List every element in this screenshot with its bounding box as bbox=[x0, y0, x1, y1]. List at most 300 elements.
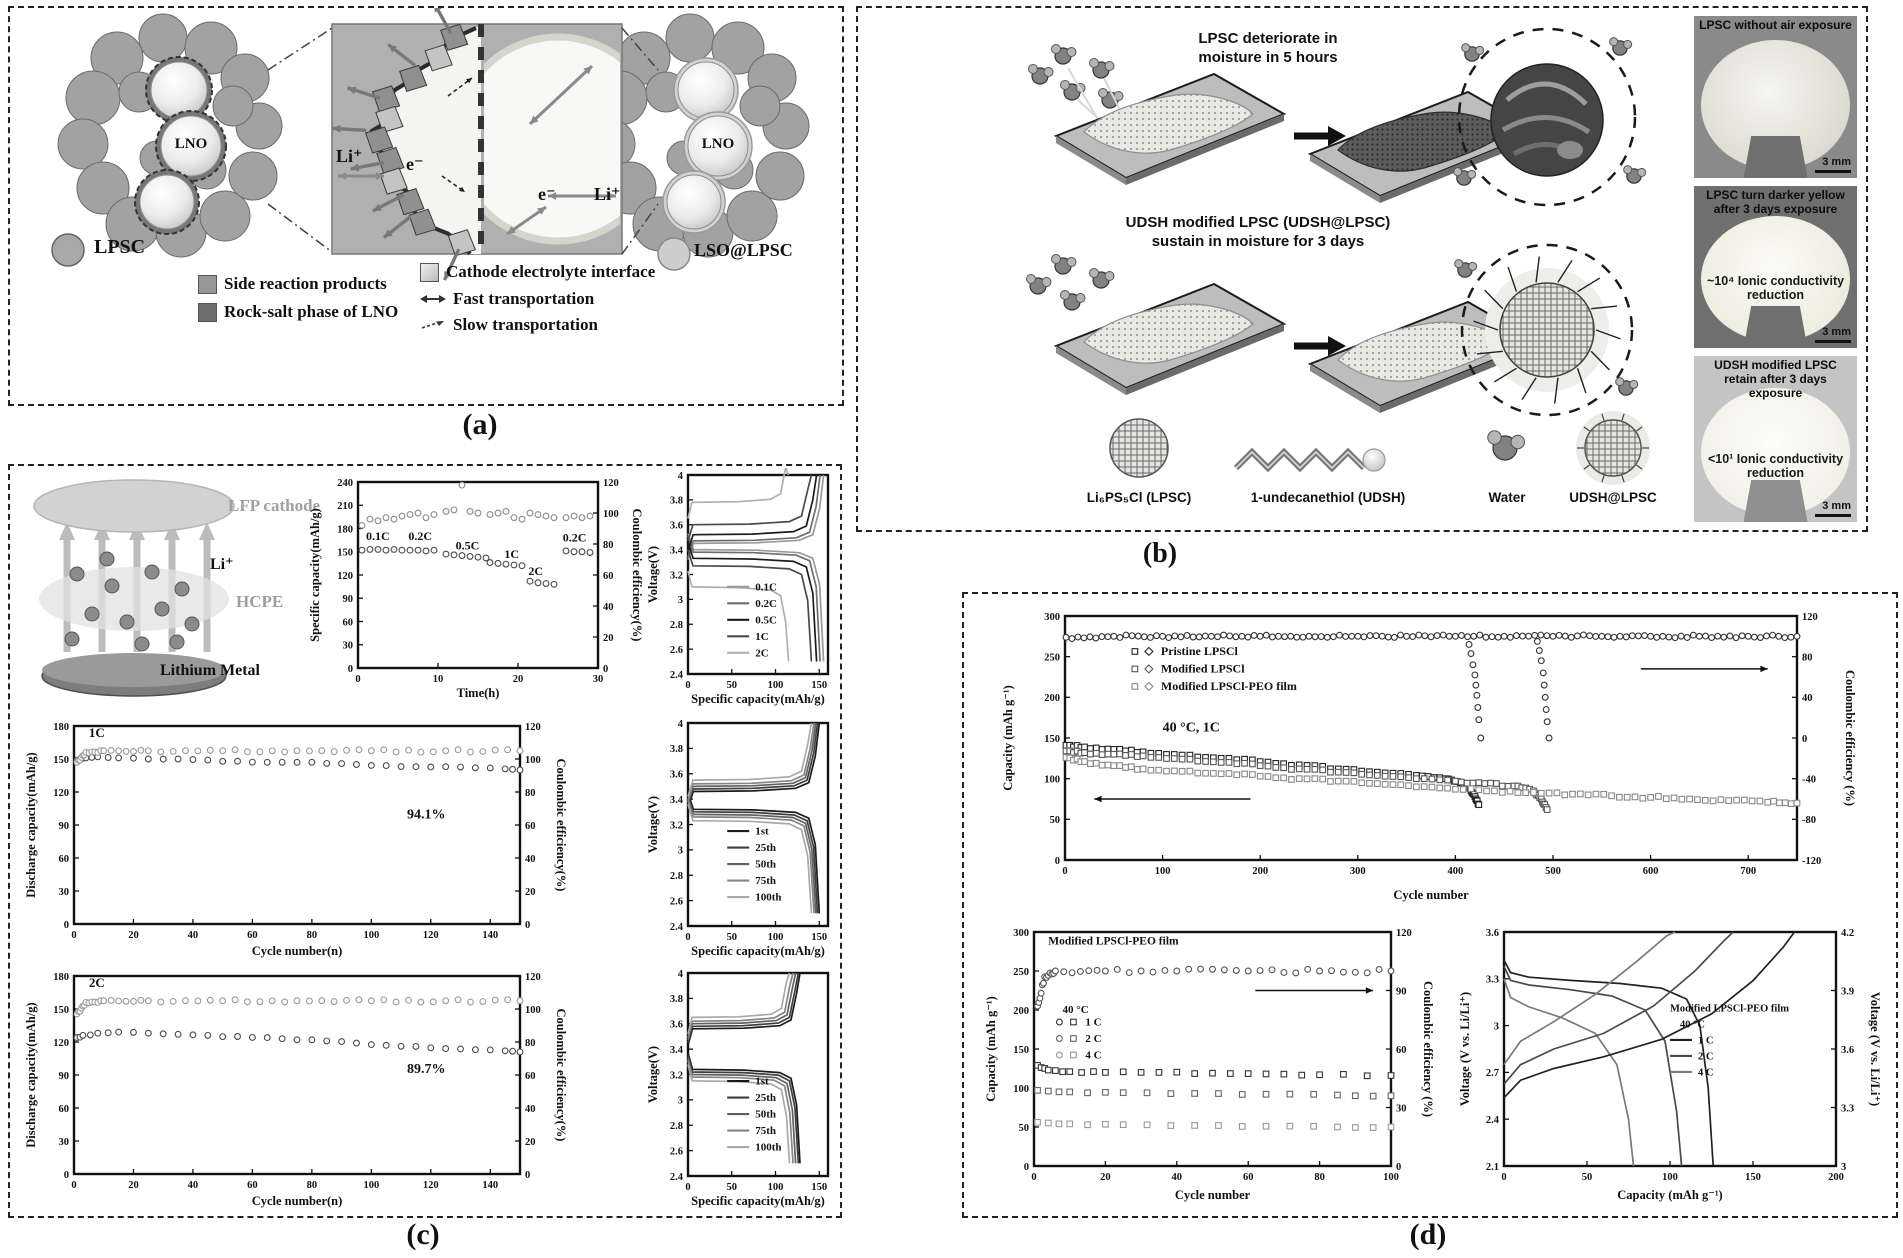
svg-text:Time(h): Time(h) bbox=[456, 686, 500, 700]
d-main-svg bbox=[999, 606, 1859, 906]
svg-text:10: 10 bbox=[432, 674, 444, 685]
svg-text:Coulombic efficiency(%): Coulombic efficiency(%) bbox=[630, 508, 644, 642]
svg-text:150: 150 bbox=[53, 754, 69, 766]
svg-text:150: 150 bbox=[811, 1182, 828, 1193]
svg-text:100: 100 bbox=[525, 1004, 541, 1016]
svg-text:4.2: 4.2 bbox=[1841, 927, 1855, 939]
svg-text:Coulombic efficiency (%): Coulombic efficiency (%) bbox=[1843, 669, 1857, 807]
svg-text:80: 80 bbox=[1802, 652, 1813, 664]
svg-text:Specific capacity(mAh/g): Specific capacity(mAh/g) bbox=[691, 944, 825, 958]
photo-caption: UDSH modified LPSC retain after 3 days exposure bbox=[1714, 358, 1837, 400]
axes bbox=[646, 969, 828, 1208]
panel-a bbox=[8, 6, 844, 406]
svg-text:3.4: 3.4 bbox=[669, 545, 683, 557]
svg-text:0: 0 bbox=[63, 1169, 69, 1181]
svg-text:50: 50 bbox=[726, 680, 737, 691]
panel-b bbox=[856, 6, 1868, 532]
svg-text:50th: 50th bbox=[755, 858, 776, 871]
water-molecule bbox=[1090, 59, 1115, 79]
cei-swatch bbox=[420, 263, 439, 282]
arrow bbox=[1094, 796, 1250, 803]
caption-udsh-sustain bbox=[1113, 214, 1403, 252]
lno-label-left: LNO bbox=[174, 136, 208, 152]
svg-text:2.4: 2.4 bbox=[669, 1171, 683, 1183]
series-capacity-4c bbox=[1035, 1120, 1394, 1131]
svg-text:0: 0 bbox=[63, 919, 69, 931]
svg-text:60: 60 bbox=[1396, 1044, 1407, 1056]
cv-50th bbox=[688, 973, 796, 1163]
svg-text:100: 100 bbox=[525, 754, 541, 766]
electron-label-right: e⁻ bbox=[538, 184, 556, 204]
legend-fast-transport bbox=[420, 289, 594, 309]
d-rate-cycling-svg bbox=[982, 924, 1437, 1206]
svg-text:80: 80 bbox=[525, 787, 536, 799]
scale-bar bbox=[1815, 500, 1851, 517]
svg-text:200: 200 bbox=[1013, 1005, 1029, 1017]
scale-text: 3 mm bbox=[1822, 156, 1851, 168]
svg-text:1 C: 1 C bbox=[1085, 1016, 1102, 1029]
svg-text:80: 80 bbox=[603, 539, 614, 551]
svg-text:90: 90 bbox=[58, 820, 69, 832]
li-ion-ball bbox=[135, 637, 149, 651]
photo-udsh-lpsc-exposed bbox=[1694, 356, 1857, 522]
svg-text:50: 50 bbox=[1049, 815, 1060, 827]
svg-text:4: 4 bbox=[677, 718, 683, 730]
axes bbox=[24, 972, 568, 1208]
svg-text:2.8: 2.8 bbox=[669, 1121, 683, 1133]
svg-text:Modified LPSCl-PEO film: Modified LPSCl-PEO film bbox=[1670, 1003, 1789, 1015]
svg-text:60: 60 bbox=[1242, 1172, 1254, 1183]
svg-text:0.2C: 0.2C bbox=[755, 597, 777, 610]
svg-text:150: 150 bbox=[1013, 1044, 1029, 1056]
rate-capability-chart bbox=[306, 474, 646, 704]
svg-text:200: 200 bbox=[1828, 1172, 1844, 1183]
legend-slow-transport bbox=[420, 315, 598, 335]
rate-cycling-chart bbox=[982, 924, 1437, 1206]
water-molecule bbox=[1029, 65, 1054, 85]
svg-text:1 C: 1 C bbox=[1698, 1035, 1714, 1047]
annotation bbox=[1163, 720, 1220, 735]
scale-bar bbox=[1815, 326, 1851, 343]
svg-text:75th: 75th bbox=[755, 1125, 776, 1138]
arrow bbox=[1255, 987, 1373, 994]
svg-text:150: 150 bbox=[53, 1004, 69, 1016]
voltage-profiles-rate-chart bbox=[644, 468, 836, 710]
arrow bbox=[1641, 666, 1768, 673]
svg-text:1C: 1C bbox=[504, 546, 520, 561]
svg-text:Cycle number(n): Cycle number(n) bbox=[251, 944, 343, 958]
series-efficiency-dip-420 bbox=[1466, 642, 1484, 741]
svg-text:50th: 50th bbox=[755, 1108, 776, 1121]
svg-text:0.5C: 0.5C bbox=[455, 538, 480, 553]
svg-text:Voltage (V vs. Li/Li⁺): Voltage (V vs. Li/Li⁺) bbox=[1868, 991, 1882, 1107]
svg-text:80: 80 bbox=[525, 1037, 536, 1049]
svg-text:200: 200 bbox=[1044, 693, 1060, 705]
svg-text:120: 120 bbox=[1802, 611, 1818, 623]
svg-text:150: 150 bbox=[337, 547, 353, 559]
svg-text:60: 60 bbox=[247, 930, 258, 941]
annotation bbox=[366, 529, 390, 543]
svg-text:1C: 1C bbox=[88, 725, 105, 740]
scale-bar bbox=[1815, 156, 1851, 173]
legend-fast-transport-label: Fast transportation bbox=[453, 289, 595, 308]
svg-text:-40: -40 bbox=[1802, 774, 1816, 786]
svg-text:2.4: 2.4 bbox=[669, 921, 683, 933]
svg-text:Voltage(V): Voltage(V) bbox=[646, 545, 660, 604]
svg-text:0: 0 bbox=[1054, 855, 1060, 867]
svg-text:3.3: 3.3 bbox=[1485, 974, 1499, 986]
svg-text:Voltage(V): Voltage(V) bbox=[646, 1045, 660, 1104]
svg-text:300: 300 bbox=[1013, 927, 1029, 939]
svg-text:120: 120 bbox=[422, 1180, 439, 1191]
svg-text:3: 3 bbox=[1493, 1021, 1499, 1033]
water-molecule bbox=[1052, 255, 1077, 275]
hcpe-label: HCPE bbox=[236, 592, 284, 611]
svg-text:2.4: 2.4 bbox=[669, 669, 683, 681]
svg-text:120: 120 bbox=[422, 930, 439, 941]
series-efficiency bbox=[74, 997, 523, 1017]
svg-text:0.2C: 0.2C bbox=[408, 529, 433, 544]
svg-text:3.2: 3.2 bbox=[669, 1070, 683, 1082]
svg-text:Capacity (mAh g⁻¹): Capacity (mAh g⁻¹) bbox=[984, 996, 998, 1102]
svg-text:Modified LPSCl-PEO film: Modified LPSCl-PEO film bbox=[1160, 679, 1297, 694]
legend bbox=[1057, 1017, 1102, 1062]
photo-note: <10¹ Ionic conductivity reduction bbox=[1707, 452, 1844, 481]
svg-text:3.2: 3.2 bbox=[669, 570, 683, 582]
d-voltage-svg bbox=[1456, 924, 1884, 1206]
svg-text:2.8: 2.8 bbox=[669, 620, 683, 632]
li-ion-ball bbox=[100, 552, 114, 566]
panel-c-label: (c) bbox=[406, 1218, 440, 1251]
svg-text:Voltage(V): Voltage(V) bbox=[646, 795, 660, 854]
electron-label-left: e⁻ bbox=[406, 154, 424, 174]
caption-lpsc-deteriorate bbox=[1138, 30, 1398, 68]
svg-text:100: 100 bbox=[603, 508, 619, 520]
svg-text:700: 700 bbox=[1740, 866, 1757, 877]
pellet-holder bbox=[1744, 480, 1808, 522]
c-rate-svg bbox=[306, 474, 646, 704]
svg-text:3.8: 3.8 bbox=[669, 495, 683, 507]
svg-text:100th: 100th bbox=[755, 1141, 782, 1154]
svg-text:3.6: 3.6 bbox=[669, 769, 683, 781]
series-capacity-1c bbox=[1035, 1063, 1394, 1079]
svg-text:60: 60 bbox=[342, 617, 353, 629]
annotation bbox=[563, 531, 587, 545]
legend bbox=[727, 826, 781, 904]
panel-b-label: (b) bbox=[1142, 538, 1178, 569]
svg-text:60: 60 bbox=[525, 1070, 536, 1082]
legend-slow-transport-label: Slow transportation bbox=[453, 315, 598, 334]
series-discharge-1c bbox=[1504, 960, 1713, 1166]
svg-text:25th: 25th bbox=[755, 842, 776, 855]
svg-text:94.1%: 94.1% bbox=[407, 807, 446, 823]
svg-text:40 °C, 1C: 40 °C, 1C bbox=[1162, 720, 1220, 736]
svg-text:80: 80 bbox=[306, 1180, 318, 1191]
svg-text:-120: -120 bbox=[1802, 855, 1822, 867]
svg-text:Discharge capacity(mAh/g): Discharge capacity(mAh/g) bbox=[24, 1002, 38, 1148]
voltage-profiles-2c-chart bbox=[644, 966, 836, 1212]
li-ion-label-left: Li⁺ bbox=[336, 146, 363, 166]
material-legend-icons bbox=[1110, 411, 1650, 485]
svg-text:Coulombic efficiency(%): Coulombic efficiency(%) bbox=[554, 1008, 568, 1142]
scale-bar-line bbox=[1815, 514, 1851, 517]
scale-text: 3 mm bbox=[1822, 326, 1851, 338]
svg-text:0: 0 bbox=[685, 932, 691, 943]
svg-text:120: 120 bbox=[1396, 927, 1412, 939]
svg-text:200: 200 bbox=[1252, 866, 1269, 877]
voltage-capacity-chart bbox=[1456, 924, 1884, 1206]
svg-text:2 C: 2 C bbox=[1085, 1033, 1102, 1046]
annotation bbox=[407, 1062, 446, 1077]
svg-text:3.6: 3.6 bbox=[669, 520, 683, 532]
legend-udsh-label: 1-undecanethiol (UDSH) bbox=[1250, 490, 1406, 505]
svg-text:89.7%: 89.7% bbox=[407, 1061, 446, 1077]
svg-text:180: 180 bbox=[53, 971, 69, 983]
svg-text:2.8: 2.8 bbox=[669, 871, 683, 883]
svg-text:0: 0 bbox=[1501, 1172, 1507, 1183]
lpsc-particle-label: LPSC bbox=[94, 236, 146, 258]
svg-text:0: 0 bbox=[685, 680, 691, 691]
svg-text:0: 0 bbox=[347, 663, 353, 675]
svg-text:2 C: 2 C bbox=[1698, 1051, 1714, 1063]
series-efficiency bbox=[1063, 632, 1800, 641]
photo-note: ~10⁴ Ionic conductivity reduction bbox=[1706, 274, 1845, 303]
svg-text:150: 150 bbox=[1745, 1172, 1761, 1183]
svg-text:Specific capacity(mAh/g): Specific capacity(mAh/g) bbox=[691, 692, 825, 706]
svg-text:50: 50 bbox=[1018, 1122, 1029, 1134]
series-capacity bbox=[74, 1029, 523, 1055]
water-molecule bbox=[1090, 269, 1115, 289]
annotation bbox=[504, 547, 519, 561]
svg-text:250: 250 bbox=[1044, 652, 1060, 664]
panel-d-label: (d) bbox=[1409, 1218, 1447, 1251]
svg-text:20: 20 bbox=[128, 1180, 139, 1191]
li-ion-ball bbox=[65, 632, 79, 646]
svg-text:40: 40 bbox=[603, 601, 614, 613]
cv-25th bbox=[688, 973, 798, 1163]
svg-text:90: 90 bbox=[342, 594, 353, 606]
svg-text:3.2: 3.2 bbox=[669, 820, 683, 832]
series-capacity bbox=[74, 754, 523, 773]
svg-text:300: 300 bbox=[1349, 866, 1366, 877]
svg-text:3.4: 3.4 bbox=[669, 794, 683, 806]
svg-text:0: 0 bbox=[71, 1180, 77, 1191]
svg-text:40: 40 bbox=[1171, 1172, 1183, 1183]
svg-text:4 C: 4 C bbox=[1085, 1049, 1102, 1062]
svg-text:2C: 2C bbox=[88, 975, 105, 990]
svg-text:Capacity (mAh g⁻¹): Capacity (mAh g⁻¹) bbox=[1617, 1188, 1723, 1202]
series-charge-1c bbox=[1504, 932, 1795, 1098]
annotation bbox=[408, 529, 432, 543]
svg-text:100: 100 bbox=[363, 930, 380, 941]
svg-text:3.6: 3.6 bbox=[669, 1019, 683, 1031]
svg-text:150: 150 bbox=[811, 680, 828, 691]
svg-text:50: 50 bbox=[726, 1182, 737, 1193]
li-ion-ball bbox=[70, 567, 84, 581]
legend bbox=[727, 1076, 781, 1154]
interface-zoom-box bbox=[332, 8, 660, 280]
svg-text:Cycle number: Cycle number bbox=[1393, 888, 1469, 902]
svg-text:120: 120 bbox=[603, 477, 619, 489]
svg-text:20: 20 bbox=[512, 674, 524, 685]
svg-text:40: 40 bbox=[525, 853, 536, 865]
svg-text:1C: 1C bbox=[755, 630, 769, 643]
svg-text:1st: 1st bbox=[755, 825, 769, 838]
svg-text:3: 3 bbox=[677, 1095, 683, 1107]
fast-transport-arrow-icon bbox=[420, 292, 446, 306]
legend-rock-salt-label: Rock-salt phase of LNO bbox=[224, 302, 399, 321]
legend-water-label: Water bbox=[1488, 490, 1526, 505]
svg-text:2.6: 2.6 bbox=[669, 896, 683, 908]
caption-lpsc-deteriorate-line2: moisture in 5 hours bbox=[1198, 48, 1338, 66]
svg-text:100: 100 bbox=[1383, 1172, 1399, 1183]
svg-text:40: 40 bbox=[187, 930, 199, 941]
svg-text:4: 4 bbox=[677, 968, 683, 980]
series-efficiency bbox=[1035, 966, 1394, 1009]
c-voltage-2c-svg bbox=[644, 966, 836, 1212]
svg-text:3.9: 3.9 bbox=[1841, 986, 1855, 998]
svg-text:Modified LPSCl-PEO film: Modified LPSCl-PEO film bbox=[1048, 935, 1179, 948]
annotation bbox=[528, 564, 543, 578]
panel-a-label: (a) bbox=[462, 408, 498, 441]
svg-text:30: 30 bbox=[1396, 1103, 1407, 1115]
svg-text:60: 60 bbox=[525, 820, 536, 832]
li-ion-ball bbox=[175, 582, 189, 596]
svg-text:2.7: 2.7 bbox=[1485, 1068, 1499, 1080]
pellet-fresh bbox=[1056, 74, 1284, 185]
series-efficiency-dip-490 bbox=[1534, 639, 1552, 741]
svg-text:60: 60 bbox=[603, 570, 614, 582]
series-discharge-capacity bbox=[359, 547, 593, 588]
svg-text:Modified LPSCl: Modified LPSCl bbox=[1160, 661, 1245, 676]
svg-text:100: 100 bbox=[1013, 1083, 1029, 1095]
svg-text:3.6: 3.6 bbox=[1485, 927, 1499, 939]
legend-side-reaction bbox=[198, 274, 387, 294]
series-coulombic-efficiency bbox=[359, 482, 593, 528]
caption-udsh-sustain-line1: UDSH modified LPSC (UDSH@LPSC) bbox=[1125, 214, 1391, 231]
svg-text:Voltage (V vs. Li/Li⁺): Voltage (V vs. Li/Li⁺) bbox=[1458, 991, 1472, 1107]
svg-text:20: 20 bbox=[525, 886, 536, 898]
svg-text:3.3: 3.3 bbox=[1841, 1103, 1855, 1115]
svg-text:40 °C: 40 °C bbox=[1680, 1019, 1705, 1031]
svg-text:80: 80 bbox=[306, 930, 318, 941]
svg-text:25th: 25th bbox=[755, 1092, 776, 1105]
svg-text:0: 0 bbox=[1023, 1161, 1029, 1173]
caption-lpsc-deteriorate-line1: LPSC deteriorate in bbox=[1198, 30, 1338, 47]
pellet-holder bbox=[1744, 136, 1808, 178]
svg-text:0: 0 bbox=[71, 930, 77, 941]
c-cycling-2c-svg bbox=[22, 968, 570, 1212]
annotation bbox=[407, 807, 446, 822]
svg-text:30: 30 bbox=[592, 674, 604, 685]
svg-text:180: 180 bbox=[53, 721, 69, 733]
legend-cei bbox=[420, 262, 655, 282]
li-ion-ball bbox=[105, 579, 119, 593]
svg-text:600: 600 bbox=[1642, 866, 1659, 877]
svg-text:Discharge capacity(mAh/g): Discharge capacity(mAh/g) bbox=[24, 752, 38, 898]
svg-text:60: 60 bbox=[247, 1180, 258, 1191]
scale-bar-line bbox=[1815, 170, 1851, 173]
svg-text:2.1: 2.1 bbox=[1485, 1161, 1499, 1173]
svg-text:90: 90 bbox=[58, 1070, 69, 1082]
svg-text:100: 100 bbox=[1044, 774, 1060, 786]
svg-text:3.4: 3.4 bbox=[669, 1044, 683, 1056]
svg-text:40: 40 bbox=[187, 1180, 199, 1191]
pellet-fresh bbox=[1056, 284, 1284, 395]
svg-text:0: 0 bbox=[525, 919, 531, 931]
svg-text:Cycle number: Cycle number bbox=[1174, 1188, 1251, 1202]
annotation bbox=[456, 538, 480, 552]
cycling-1c-chart bbox=[22, 718, 570, 962]
svg-text:140: 140 bbox=[482, 930, 499, 941]
svg-text:120: 120 bbox=[53, 787, 69, 799]
rock-salt-swatch bbox=[198, 303, 217, 322]
svg-text:140: 140 bbox=[482, 1180, 499, 1191]
svg-text:40: 40 bbox=[525, 1103, 536, 1115]
svg-text:2.6: 2.6 bbox=[669, 1146, 683, 1158]
li-ion-ball bbox=[145, 565, 159, 579]
annotation bbox=[89, 725, 105, 740]
caption-udsh-sustain-line2: sustain in moisture for 3 days bbox=[1151, 232, 1365, 250]
svg-text:250: 250 bbox=[1013, 966, 1029, 978]
svg-text:100th: 100th bbox=[755, 891, 782, 904]
svg-text:180: 180 bbox=[337, 524, 353, 536]
panel-d bbox=[962, 592, 1898, 1218]
legend bbox=[727, 581, 777, 659]
legend-side-reaction-label: Side reaction products bbox=[224, 274, 387, 293]
legend bbox=[1670, 1004, 1789, 1079]
svg-text:0: 0 bbox=[1062, 866, 1068, 877]
svg-text:20: 20 bbox=[128, 930, 139, 941]
svg-text:0.2C: 0.2C bbox=[562, 530, 587, 545]
svg-text:500: 500 bbox=[1545, 866, 1561, 877]
pellet-holder bbox=[1744, 306, 1808, 348]
svg-text:100: 100 bbox=[767, 932, 784, 943]
svg-text:300: 300 bbox=[1044, 611, 1060, 623]
svg-text:0: 0 bbox=[603, 663, 609, 675]
li-ion-ball bbox=[185, 617, 199, 631]
li-ion-ball bbox=[155, 602, 169, 616]
svg-text:Capacity (mAh g⁻¹): Capacity (mAh g⁻¹) bbox=[1001, 685, 1015, 791]
svg-text:0: 0 bbox=[685, 1182, 691, 1193]
photo-lpsc-fresh bbox=[1694, 16, 1857, 178]
water-molecule bbox=[1052, 45, 1077, 65]
panel-a-schematic bbox=[10, 8, 842, 404]
svg-text:0: 0 bbox=[1031, 1172, 1037, 1183]
water-molecule bbox=[1061, 291, 1086, 311]
photo-caption: LPSC without air exposure bbox=[1699, 18, 1852, 32]
annotation bbox=[1063, 1004, 1089, 1016]
series-discharge-4c bbox=[1504, 979, 1634, 1166]
lfp-cathode-label: LFP cathode bbox=[228, 496, 321, 515]
svg-text:3.6: 3.6 bbox=[1841, 1044, 1855, 1056]
svg-text:210: 210 bbox=[337, 501, 353, 513]
long-cycling-chart bbox=[999, 606, 1859, 906]
svg-text:2.6: 2.6 bbox=[669, 644, 683, 656]
c-cycling-1c-svg bbox=[22, 718, 570, 962]
svg-text:40: 40 bbox=[1802, 693, 1813, 705]
lfp-cathode-disk bbox=[34, 480, 234, 532]
svg-text:3: 3 bbox=[677, 595, 683, 607]
c-voltage-1c-svg bbox=[644, 716, 836, 962]
svg-text:90: 90 bbox=[1396, 986, 1407, 998]
svg-text:0.5C: 0.5C bbox=[755, 614, 777, 627]
lso-lpsc-particle-label: LSO@LPSC bbox=[694, 240, 793, 260]
legend bbox=[1132, 644, 1297, 693]
svg-text:4 C: 4 C bbox=[1698, 1067, 1714, 1079]
svg-text:0: 0 bbox=[1802, 733, 1808, 745]
svg-text:20: 20 bbox=[1100, 1172, 1111, 1183]
